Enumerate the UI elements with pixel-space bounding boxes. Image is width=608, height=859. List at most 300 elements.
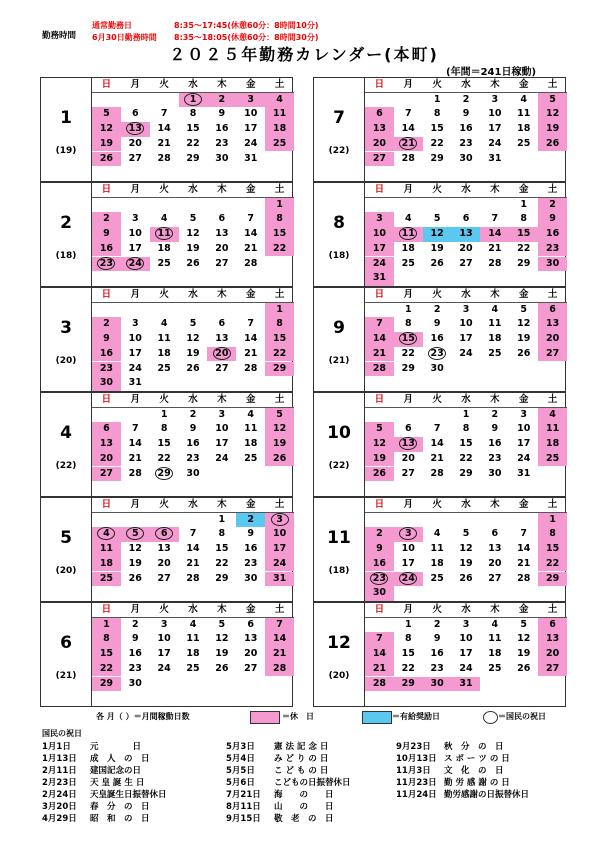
day-cell: 11 (538, 422, 567, 437)
day-cell: 5 (189, 318, 197, 330)
day-cell (150, 513, 179, 528)
day-cell: 1 (404, 618, 412, 630)
day-cell: 1 (179, 93, 208, 108)
day-cell: 5 (538, 93, 567, 108)
day-cell: 4 (160, 318, 168, 330)
day-cell: 25 (265, 137, 294, 152)
day-cell: 8 (538, 527, 567, 542)
day-cell: 30 (92, 376, 121, 391)
month-3 (40, 287, 293, 392)
day-cell: 25 (517, 137, 531, 149)
day-cell: 6 (218, 213, 226, 225)
weekday-header: 日 (92, 603, 121, 618)
day-cell: 2 (207, 93, 236, 108)
day-cell (423, 271, 452, 286)
day-cell: 7 (520, 528, 528, 540)
day-cell: 6 (538, 303, 567, 318)
day-cell: 20 (538, 332, 567, 347)
day-cell: 20 (459, 242, 473, 254)
day-cell: 28 (365, 677, 394, 692)
day-cell: 17 (459, 648, 473, 660)
day-cell: 15 (265, 332, 294, 347)
day-cell: 23 (423, 347, 452, 362)
day-cell: 23 (128, 662, 142, 674)
day-cell: 28 (186, 572, 200, 584)
day-cell (365, 513, 394, 528)
day-cell: 24 (215, 452, 229, 464)
month-9 (313, 287, 566, 392)
day-cell: 30 (430, 362, 444, 374)
day-cell: 24 (265, 557, 294, 572)
weekday-header: 日 (365, 288, 394, 303)
day-cell: 9 (247, 528, 255, 540)
day-cell: 2 (189, 408, 197, 420)
day-cell: 18 (488, 648, 502, 660)
legend-work-swatch (362, 711, 392, 724)
day-cell: 17 (517, 438, 531, 450)
month-workdays: (19) (55, 146, 77, 156)
month-label (41, 288, 91, 391)
day-cell: 1 (92, 618, 121, 633)
day-cell: 14 (244, 333, 258, 345)
weekday-header: 土 (538, 183, 567, 198)
weekday-header: 火 (423, 603, 452, 618)
day-cell: 3 (160, 618, 168, 630)
holiday-name: 天皇誕生日振替休日 (90, 790, 167, 800)
month-name: 5 (60, 528, 72, 548)
day-cell: 15 (538, 542, 567, 557)
holiday-name: 勤労感謝の日振替休日 (444, 790, 530, 800)
day-cell: 10 (265, 527, 294, 542)
day-cell: 14 (186, 543, 200, 555)
day-cell: 13 (215, 333, 229, 345)
holiday-name: 敬 老 の 日 (274, 814, 334, 824)
holiday-name: み ど り の 日 (274, 754, 329, 764)
weekday-header: 水 (179, 393, 208, 408)
holiday-name: こどもの日振替休日 (274, 778, 351, 788)
day-cell: 4 (491, 303, 499, 315)
holidays-title: 国民の祝日 (42, 729, 82, 738)
day-cell: 13 (215, 228, 229, 240)
day-cell: 25 (488, 662, 502, 674)
holiday-name: 昭 和 の 日 (90, 814, 150, 824)
day-cell: 18 (244, 438, 258, 450)
day-cell: 23 (538, 242, 567, 257)
day-cell: 20 (92, 452, 121, 467)
day-cell: 14 (128, 438, 142, 450)
day-cell (423, 513, 452, 528)
day-grid (91, 498, 294, 601)
day-cell: 26 (128, 572, 142, 584)
weekday-header: 木 (480, 288, 509, 303)
month-1 (40, 77, 293, 182)
holiday-date: 1月13日 (42, 754, 77, 764)
day-cell: 8 (160, 423, 168, 435)
day-cell: 30 (538, 257, 567, 272)
holiday-date: 4月29日 (42, 814, 77, 824)
day-cell: 14 (430, 438, 444, 450)
holiday-name: 天 皇 誕 生 日 (90, 778, 145, 788)
day-cell: 8 (433, 108, 441, 120)
day-cell (538, 271, 567, 286)
day-cell: 9 (218, 108, 226, 120)
day-cell (394, 93, 423, 108)
day-cell: 2 (433, 303, 441, 315)
day-cell: 7 (404, 108, 412, 120)
month-7 (313, 77, 566, 182)
day-cell: 17 (244, 123, 258, 135)
day-cell: 14 (365, 647, 394, 662)
month-workdays: (21) (55, 671, 77, 681)
weekday-header: 日 (365, 603, 394, 618)
weekday-header: 日 (365, 393, 394, 408)
day-cell: 5 (462, 528, 470, 540)
day-cell: 10 (488, 108, 502, 120)
weekday-header: 日 (365, 183, 394, 198)
day-cell: 13 (488, 543, 502, 555)
day-cell: 17 (488, 123, 502, 135)
day-cell: 11 (186, 633, 200, 645)
day-cell: 1 (265, 198, 294, 213)
day-cell: 7 (160, 108, 168, 120)
day-grid (91, 183, 294, 286)
day-cell (236, 467, 265, 482)
weekday-header: 土 (538, 288, 567, 303)
day-cell (365, 618, 394, 633)
day-cell: 22 (157, 452, 171, 464)
weekday-header: 土 (265, 288, 294, 303)
day-cell (394, 198, 423, 213)
holiday-date: 11月24日 (396, 790, 437, 800)
weekday-header: 月 (394, 183, 423, 198)
day-cell: 26 (459, 572, 473, 584)
day-cell: 7 (247, 213, 255, 225)
day-cell: 7 (365, 632, 394, 647)
holiday-date: 5月5日 (226, 766, 255, 776)
day-cell: 26 (430, 257, 444, 269)
day-cell: 13 (92, 437, 121, 452)
day-cell (207, 376, 236, 391)
month-workdays: (18) (328, 566, 350, 576)
month-workdays: (21) (328, 356, 350, 366)
day-cell: 4 (491, 618, 499, 630)
holiday-date: 2月24日 (42, 790, 77, 800)
day-cell: 18 (186, 648, 200, 660)
day-cell: 3 (365, 212, 394, 227)
day-cell: 12 (459, 543, 473, 555)
weekday-header: 金 (509, 603, 538, 618)
day-cell: 19 (186, 347, 200, 359)
day-cell: 13 (157, 543, 171, 555)
day-cell: 12 (215, 633, 229, 645)
day-cell: 27 (459, 257, 473, 269)
day-cell: 7 (247, 318, 255, 330)
day-cell (179, 198, 208, 213)
weekday-header: 日 (92, 288, 121, 303)
month-name: 10 (327, 423, 351, 443)
weekday-header: 土 (538, 498, 567, 513)
day-cell: 11 (265, 107, 294, 122)
day-cell: 6 (538, 618, 567, 633)
day-cell: 18 (538, 437, 567, 452)
month-workdays: (20) (55, 356, 77, 366)
day-cell: 29 (150, 467, 179, 482)
day-cell: 12 (92, 122, 121, 137)
day-cell: 5 (92, 107, 121, 122)
day-grid (364, 393, 567, 496)
day-cell: 13 (244, 633, 258, 645)
day-cell: 1 (433, 93, 441, 105)
day-cell: 29 (430, 152, 444, 164)
day-cell: 25 (92, 572, 121, 587)
holiday-date: 5月3日 (226, 742, 255, 752)
day-cell (394, 586, 423, 601)
day-cell (121, 93, 150, 108)
day-cell: 10 (459, 318, 473, 330)
day-cell: 28 (244, 362, 258, 374)
day-cell: 3 (520, 408, 528, 420)
day-cell: 31 (488, 152, 502, 164)
weekday-header: 土 (538, 393, 567, 408)
day-cell: 22 (430, 137, 444, 149)
day-cell: 7 (491, 213, 499, 225)
holiday-name: 勤 労 感 謝 の 日 (444, 778, 510, 788)
day-cell: 14 (157, 123, 171, 135)
holiday-date: 10月13日 (396, 754, 437, 764)
month-workdays: (22) (328, 146, 350, 156)
legend (0, 711, 608, 727)
normal-day-label: 通常勤務日 (92, 21, 132, 30)
legend-circle-icon (483, 711, 498, 724)
weekday-header: 日 (365, 78, 394, 93)
day-cell: 31 (365, 271, 394, 286)
legend-holiday: ＝休 日 (282, 712, 314, 721)
day-cell: 16 (488, 438, 502, 450)
day-cell: 1 (404, 303, 412, 315)
day-cell (480, 362, 509, 377)
day-grid (91, 603, 294, 706)
day-cell: 18 (430, 557, 444, 569)
day-cell: 24 (244, 137, 258, 149)
day-cell: 5 (365, 422, 394, 437)
day-cell: 7 (265, 618, 294, 633)
day-cell: 26 (365, 467, 394, 482)
month-label (314, 288, 364, 391)
weekday-header: 月 (121, 183, 150, 198)
weekday-header: 金 (509, 498, 538, 513)
day-cell: 1 (462, 408, 470, 420)
month-label (41, 498, 91, 601)
weekday-header: 火 (150, 183, 179, 198)
month-label (41, 78, 91, 181)
month-workdays: (18) (328, 251, 350, 261)
month-name: 12 (327, 633, 351, 653)
weekday-header: 木 (480, 183, 509, 198)
holiday-date: 2月11日 (42, 766, 77, 776)
day-cell: 23 (430, 662, 444, 674)
day-cell: 28 (128, 467, 142, 479)
day-cell: 8 (404, 318, 412, 330)
day-cell (538, 586, 567, 601)
day-cell: 20 (128, 137, 142, 149)
day-cell: 4 (160, 213, 168, 225)
day-cell: 22 (92, 662, 121, 677)
day-cell: 27 (128, 152, 142, 164)
day-cell: 16 (365, 557, 394, 572)
day-cell: 11 (244, 423, 258, 435)
day-cell: 25 (157, 362, 171, 374)
day-cell (452, 586, 481, 601)
weekday-header: 水 (179, 288, 208, 303)
day-cell: 22 (538, 557, 567, 572)
weekday-header: 月 (394, 288, 423, 303)
day-cell: 19 (186, 242, 200, 254)
day-cell: 15 (265, 227, 294, 242)
work-hours-label: 勤務時間 (42, 31, 77, 41)
day-cell: 21 (394, 137, 423, 152)
day-cell: 30 (215, 152, 229, 164)
day-cell: 12 (365, 437, 394, 452)
weekday-header: 水 (452, 393, 481, 408)
day-cell: 19 (430, 242, 444, 254)
holiday-date: 3月20日 (42, 802, 77, 812)
day-cell: 10 (365, 227, 394, 242)
month-workdays: (20) (328, 671, 350, 681)
weekday-header: 月 (394, 393, 423, 408)
day-cell: 11 (157, 333, 171, 345)
day-cell: 25 (538, 452, 567, 467)
day-cell: 29 (459, 467, 473, 479)
weekday-header: 金 (236, 78, 265, 93)
weekday-header: 金 (236, 288, 265, 303)
page-title: ２０２５年勤務カレンダー(本町) (169, 45, 439, 64)
holiday-name: 海 の 日 (274, 790, 334, 800)
day-cell: 21 (517, 557, 531, 569)
day-cell: 6 (247, 618, 255, 630)
day-cell: 27 (244, 662, 258, 674)
day-cell: 17 (128, 347, 142, 359)
day-cell: 26 (517, 662, 531, 674)
day-cell: 29 (517, 257, 531, 269)
day-cell (92, 513, 121, 528)
weekday-header: 土 (265, 498, 294, 513)
weekday-header: 金 (509, 393, 538, 408)
day-cell: 27 (365, 152, 394, 167)
day-cell: 4 (433, 528, 441, 540)
day-cell (509, 362, 538, 377)
month-name: 8 (333, 213, 345, 233)
day-cell: 19 (365, 452, 394, 467)
day-cell: 1 (538, 513, 567, 528)
holiday-name: 憲 法 記 念 日 (274, 742, 329, 752)
day-cell (207, 198, 236, 213)
day-cell: 21 (244, 347, 258, 359)
weekday-header: 土 (265, 393, 294, 408)
day-cell: 17 (157, 648, 171, 660)
day-cell: 8 (92, 632, 121, 647)
day-cell: 2 (92, 212, 121, 227)
day-cell (423, 408, 452, 423)
day-cell: 10 (244, 108, 258, 120)
day-cell (207, 677, 236, 692)
day-cell: 4 (520, 93, 528, 105)
day-cell: 2 (433, 618, 441, 630)
day-cell: 28 (244, 257, 258, 269)
day-cell: 8 (189, 108, 197, 120)
month-8 (313, 182, 566, 287)
day-cell: 13 (538, 632, 567, 647)
day-cell: 3 (462, 618, 470, 630)
weekday-header: 月 (394, 78, 423, 93)
weekday-header: 火 (150, 288, 179, 303)
weekday-header: 火 (150, 498, 179, 513)
day-cell: 6 (150, 527, 179, 542)
day-cell: 28 (365, 362, 394, 377)
weekday-header: 火 (150, 78, 179, 93)
day-cell: 8 (218, 528, 226, 540)
special-day-label: 6月30日勤務時間 (92, 33, 157, 42)
day-cell: 31 (265, 572, 294, 587)
day-cell: 24 (157, 662, 171, 674)
day-cell: 4 (265, 93, 294, 108)
day-cell: 14 (480, 227, 509, 242)
day-cell: 31 (244, 152, 258, 164)
day-cell: 8 (265, 317, 294, 332)
day-cell: 21 (265, 647, 294, 662)
day-cell: 16 (128, 648, 142, 660)
day-cell: 12 (186, 333, 200, 345)
day-cell: 26 (92, 152, 121, 167)
day-cell: 28 (401, 152, 415, 164)
day-cell: 24 (121, 257, 150, 272)
month-label (314, 603, 364, 706)
weekday-header: 日 (92, 498, 121, 513)
day-cell: 24 (394, 572, 423, 587)
day-cell: 18 (401, 242, 415, 254)
day-cell: 15 (215, 543, 229, 555)
day-cell: 21 (488, 242, 502, 254)
day-cell: 30 (128, 677, 142, 689)
weekday-header: 金 (236, 393, 265, 408)
day-cell: 14 (517, 543, 531, 555)
holiday-date: 5月6日 (226, 778, 255, 788)
day-cell (121, 198, 150, 213)
day-cell: 17 (265, 542, 294, 557)
day-cell (179, 376, 208, 391)
day-cell: 25 (430, 572, 444, 584)
day-cell (538, 152, 567, 167)
weekday-header: 木 (480, 498, 509, 513)
day-cell: 27 (92, 467, 121, 482)
holiday-name: 元 日 (90, 742, 142, 752)
holiday-date: 7月21日 (226, 790, 261, 800)
day-cell: 13 (452, 227, 481, 242)
day-cell (150, 93, 179, 108)
day-cell: 5 (189, 213, 197, 225)
day-cell: 11 (488, 318, 502, 330)
day-cell: 5 (218, 618, 226, 630)
day-cell: 24 (488, 137, 502, 149)
month-name: 9 (333, 318, 345, 338)
day-cell: 4 (538, 408, 567, 423)
day-cell: 9 (189, 423, 197, 435)
month-label (41, 183, 91, 286)
holiday-name: ス ポ ー ツ の 日 (444, 754, 510, 764)
holiday-name: 文 化 の 日 (444, 766, 504, 776)
day-cell: 29 (92, 677, 121, 692)
day-cell: 2 (538, 198, 567, 213)
day-cell: 21 (430, 452, 444, 464)
